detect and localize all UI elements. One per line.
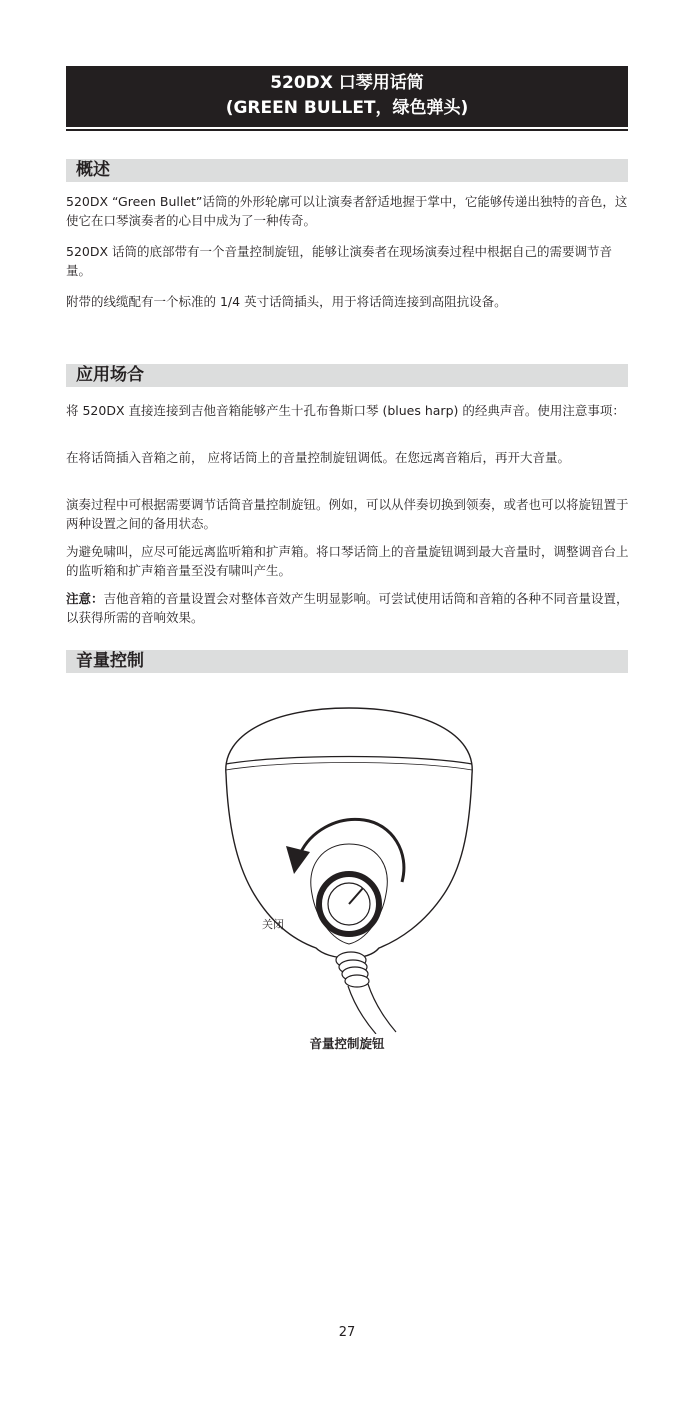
microphone-volume-knob-illustration bbox=[214, 704, 484, 1034]
overview-paragraph-2: 520DX 话筒的底部带有一个音量控制旋钮，能够让演奏者在现场演奏过程中根据自己的需要调节音量。 bbox=[66, 244, 613, 278]
note-text: 吉他音箱的音量设置会对整体音效产生明显影响。可尝试使用话筒和音箱的各种不同音量设置，以获得所需的音响效果。 bbox=[66, 591, 629, 625]
applications-note bbox=[66, 589, 632, 627]
applications-paragraph-1: 将 520DX 直接连接到吉他音箱能够产生十孔布鲁斯口琴 (blues harp) 的经典声音。使用注意事项： bbox=[66, 403, 625, 418]
section-heading-volume-control: 音量控制 bbox=[66, 650, 628, 673]
overview-paragraph-3: 附带的线缆配有一个标准的 1/4 英寸话筒插头，用于将话筒连接到高阻抗设备。 bbox=[66, 294, 507, 309]
applications-paragraph-2: 在将话筒插入音箱之前， 应将话筒上的音量控制旋钮调低。在您远离音箱后，再开大音量。 bbox=[66, 450, 570, 465]
figure-caption: 音量控制旋钮 bbox=[309, 1036, 385, 1051]
applications-paragraph-3: 演奏过程中可根据需要调节话筒音量控制旋钮。例如，可以从伴奏切换到领奏，或者也可以将旋钮置于两种设置之间的备用状态。 bbox=[66, 497, 629, 531]
cable bbox=[348, 984, 396, 1034]
overview-paragraph-1: 520DX “Green Bullet”话筒的外形轮廓可以让演奏者舒适地握于掌中，它能够传递出独特的音色，这使它在口琴演奏者的心目中成为了一种传奇。 bbox=[66, 194, 628, 228]
off-label: 关闭 bbox=[262, 918, 284, 931]
page-title-banner bbox=[66, 66, 628, 127]
section-heading-applications: 应用场合 bbox=[66, 364, 628, 387]
note-label: 注意： bbox=[66, 591, 104, 606]
section-heading-overview: 概述 bbox=[66, 159, 628, 182]
applications-paragraph-4: 为避免啸叫，应尽可能远离监听箱和扩声箱。将口琴话筒上的音量旋钮调到最大音量时，调整调音台上的监听箱和扩声箱音量至没有啸叫产生。 bbox=[66, 544, 629, 578]
title-line-1: 520DX 口琴用话筒 bbox=[270, 73, 424, 93]
cable-strain-relief bbox=[336, 952, 369, 987]
title-line-2: (GREEN BULLET，绿色弹头) bbox=[225, 98, 469, 118]
page-number: 27 bbox=[338, 1325, 356, 1340]
